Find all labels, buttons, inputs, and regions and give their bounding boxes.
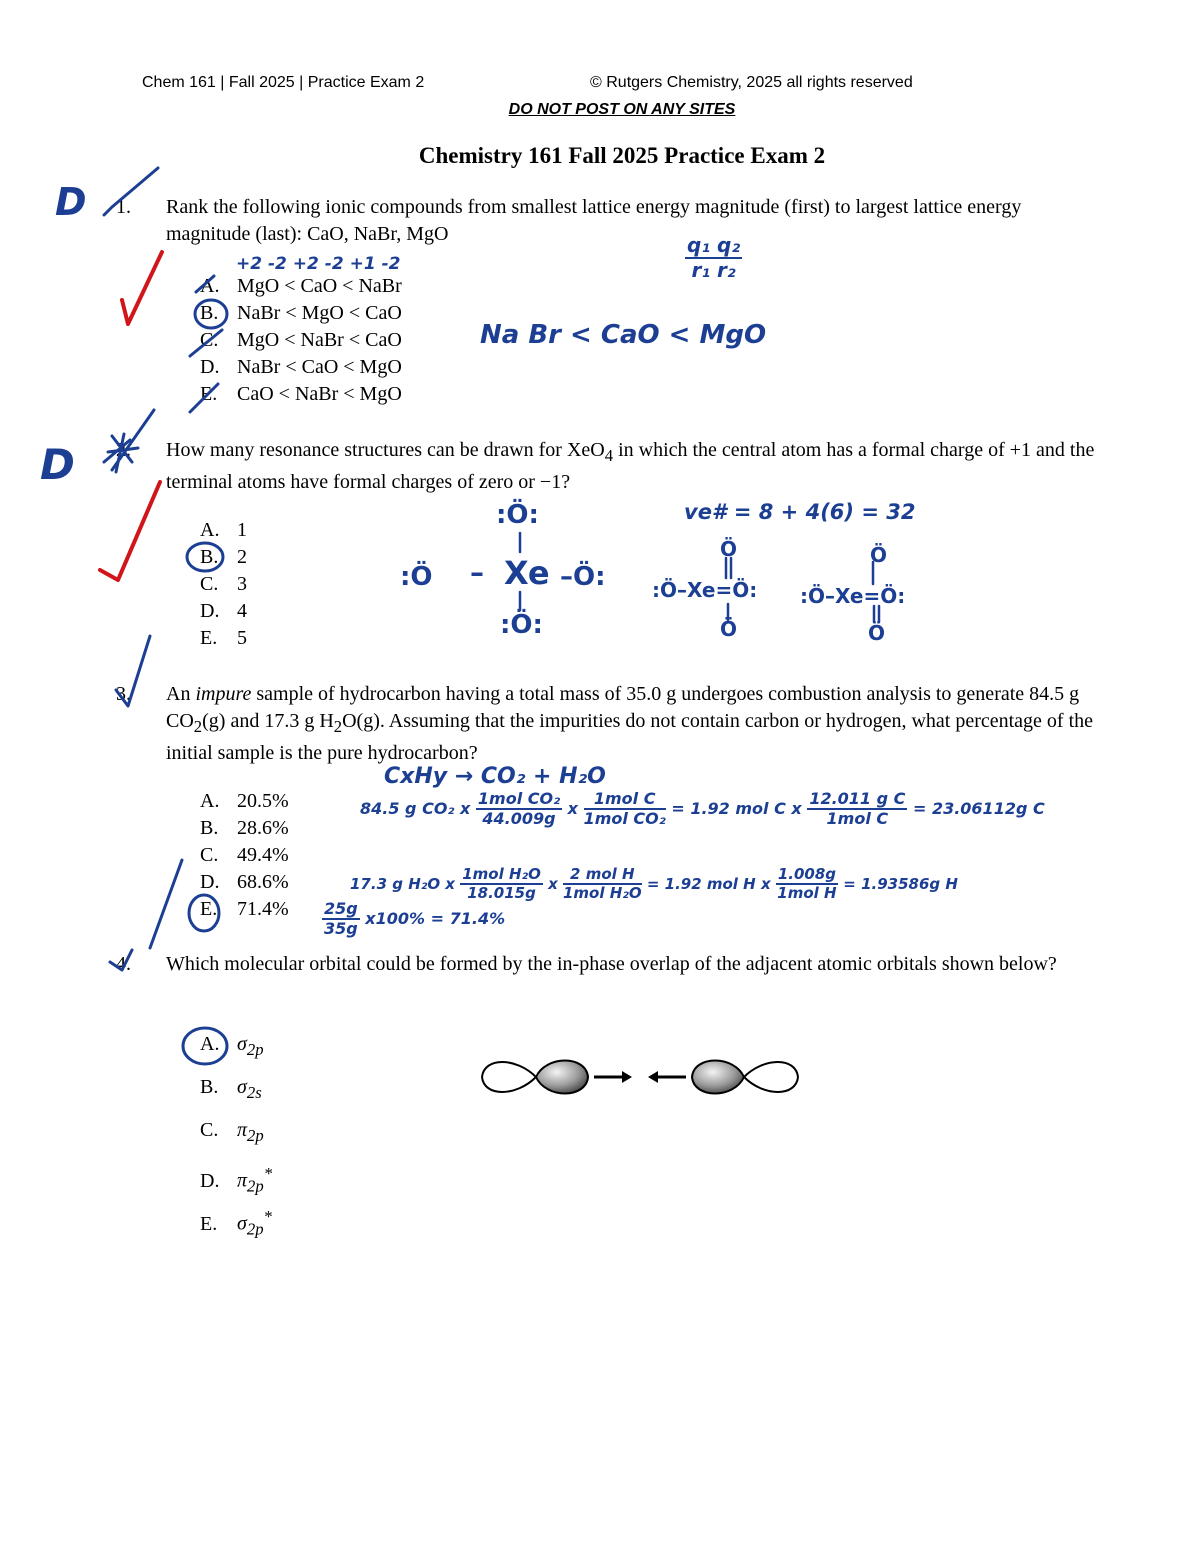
header-copyright: © Rutgers Chemistry, 2025 all rights reserved [590,74,913,91]
q2-lewis-right: –Ö: [560,562,606,592]
q1-coulomb-formula: $\frac{\text{q₁ q₂}}{\text{r₁ r₂}}$ [687,233,741,282]
q1-worked-answer: Na Br < CaO < MgO [480,320,767,350]
q1-text: Rank the following ionic compounds from smallest lattice energy magnitude (first) to largest lattice energy magnitude (last): CaO, NaBr, MgO [166,196,1022,245]
q1-choice-d[interactable]: D. NaBr < CaO < MgO [200,356,402,378]
q4-choice-e[interactable]: E. $\sigma_{2p}^*$ [200,1207,272,1239]
q3-reaction: CxHy → CO₂ + H₂O [384,764,606,789]
q3-choices [200,788,289,923]
left-p-orbital [482,1061,588,1094]
q2-resonance-structure-3: :Ö–Xe=Ö: [800,584,906,608]
q2-choice-d[interactable]: D. 4 [200,600,247,622]
right-p-orbital [692,1061,798,1094]
q3-choice-d[interactable]: D. 68.6% [200,871,289,893]
q3-number: 3. [116,683,131,705]
q4-text: Which molecular orbital could be formed by the in-phase overlap of the adjacent atomic orbitals shown below? [166,953,1057,975]
q4-choice-d[interactable]: D. $\pi_{2p}^*$ [200,1164,273,1196]
header-course: Chem 161 | Fall 2025 | Practice Exam 2 [142,74,425,91]
q4-number: 4. [116,953,131,975]
q2-choice-a[interactable]: A. 1 [200,519,247,541]
q2-text: How many resonance structures can be drawn for XeO$_4$ in which the central atom has a formal charge of +1 and the terminal atoms have formal charges of zero or −1? [166,439,1095,493]
do-not-post-notice: DO NOT POST ON ANY SITES [508,101,736,118]
q1-choice-e[interactable]: E. CaO < NaBr < MgO [200,383,402,405]
exam-title: Chemistry 161 Fall 2025 Practice Exam 2 [418,143,826,168]
q4-choice-a[interactable]: A. $\sigma_{2p}$ [200,1033,264,1059]
q1-choice-b[interactable]: B. NaBr < MgO < CaO [200,302,402,324]
q2-struct3-top-o: Ö [870,543,888,567]
q3-choice-c[interactable]: C. 49.4% [200,844,289,866]
q2-lewis-bottom: :Ö: [500,610,543,640]
q3-choice-a[interactable]: A. 20.5% [200,790,289,812]
q2-lewis-top: :Ö: [496,500,539,530]
q2-choice-c[interactable]: C. 3 [200,573,247,595]
q2-choice-e[interactable]: E. 5 [200,627,247,649]
q2-lewis-bonds [0,0,1200,700]
q2-lewis-left: :Ö [400,562,433,592]
q2-lewis-dash: – [470,556,484,589]
q3-hydrogen-calc: 17.3 g H₂O x $\frac{\text{1mol H₂O}}{18.015g}$ x $\frac{\text{2 mol H}}{\text{1mol H₂O}}$ = 1.92 mol H x $\frac{1.008g}{\text{1mol H}}$ = 1.93586g H [350,865,958,903]
q2-number: 2. [116,439,131,461]
q2-choice-b[interactable]: B. 2 [200,546,247,568]
p-orbital-overlap-diagram [476,1052,806,1102]
q4-choices [200,1031,272,1246]
q1-choice-a[interactable]: A. MgO < CaO < NaBr [200,275,402,297]
q3-percentage-calc: $\frac{25g}{35g}$ x100% = 71.4% [324,899,506,939]
q1-choice-c[interactable]: C. MgO < NaBr < CaO [200,329,402,351]
q3-carbon-calc: 84.5 g CO₂ x $\frac{\text{1mol CO₂}}{44.009g}$ x $\frac{\text{1mol C}}{\text{1mol CO₂}}$ = 1.92 mol C x $\frac{\text{12.011 g C}}{\text{1mol C}}$ = 23.06112g C [360,789,1045,829]
right-arrow-icon [594,1071,632,1083]
q4-choice-c[interactable]: C. $\pi_{2p}$ [200,1119,264,1145]
left-arrow-icon [648,1071,686,1083]
q3-choice-e[interactable]: E. 71.4% [200,898,289,920]
q3-choice-b[interactable]: B. 28.6% [200,817,289,839]
q1-oxidation-charges: +2 -2 +2 -2 +1 -2 [236,254,401,274]
q2-struct2-top-o: Ö [720,537,738,561]
q1-margin-answer: D [55,180,87,224]
q3-text: An impure sample of hydrocarbon having a total mass of 35.0 g undergoes combustion analysis to generate 84.5 g $CO_2(g)$ and 17.3 g $H_2O(g)$. Assuming that the impurities do not contain carbon or hydrogen, what percentage of the initial sample is the pure hydrocarbon? [166,683,1094,764]
q1-number: 1. [116,196,131,218]
q2-lewis-xe: Xe [504,554,550,592]
q2-margin-answer: D [40,440,75,489]
q3-big-slash [150,860,182,948]
q2-struct2-bottom-o: Ö [720,617,738,641]
q2-valence-electrons: ve# = 8 + 4(6) = 32 [684,500,916,524]
q2-resonance-structure-2: :Ö–Xe=Ö: [652,578,758,602]
q2-struct3-bottom-o: Ö [868,621,886,645]
q4-choice-b[interactable]: B. $\sigma_{2s}$ [200,1076,262,1102]
